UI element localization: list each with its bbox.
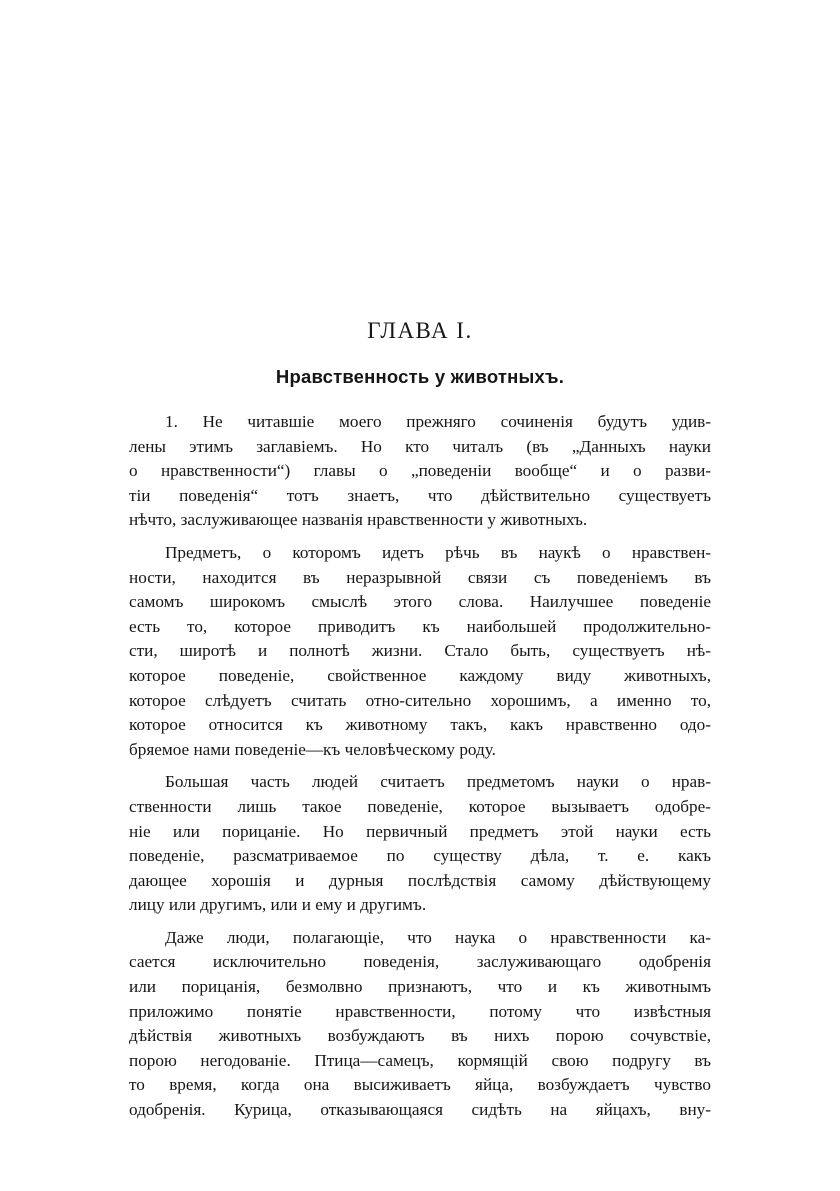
text-line: 1. Не читавшіе моего прежняго сочиненія будутъ удив- xyxy=(165,412,711,431)
body-text xyxy=(129,410,711,1123)
text-line: которое поведеніе, свойственное каждому виду животныхъ, xyxy=(129,665,711,685)
text-line: или порицанія, безмолвно признаютъ, что и къ животнымъ xyxy=(129,977,711,997)
text-line: порою негодованіе. Птица—самецъ, кормящій свою подругу въ xyxy=(129,1050,711,1070)
text-line: одобренія. Курица, отказывающаяся сидѣть на яйцахъ, вну- xyxy=(129,1100,711,1120)
text-line: сти, широтѣ и полнотѣ жизни. Стало быть, существуетъ нѣ- xyxy=(129,641,711,661)
text-line: о нравственности“) главы о „поведеніи вообще“ и о разви- xyxy=(129,461,711,481)
text-line: есть то, которое приводитъ къ наибольшей продолжительно- xyxy=(129,616,711,636)
text-line: Даже люди, полагающіе, что наука о нравственности ка- xyxy=(165,927,711,947)
text-line: бряемое нами поведеніе—къ человѣческому роду. xyxy=(129,739,496,759)
text-line: лены этимъ заглавіемъ. Но кто читалъ (въ „Данныхъ науки xyxy=(129,436,711,456)
text-line: Большая часть людей считаетъ предметомъ науки о нрав- xyxy=(165,772,711,792)
text-line: приложимо понятіе нравственности, потому что извѣстныя xyxy=(129,1001,711,1021)
text-line: лицу или другимъ, или и ему и другимъ. xyxy=(129,895,427,915)
text-line: которое слѣдуетъ считать отно-сительно хорошимъ, а именно то, xyxy=(129,690,711,710)
text-line: которое относится къ животному такъ, какъ нравственно одо- xyxy=(129,715,711,735)
text-line: самомъ широкомъ смыслѣ этого слова. Наилучшее поведеніе xyxy=(129,592,711,612)
text-line: дѣйствія животныхъ возбуждаютъ въ нихъ порою сочувствіе, xyxy=(129,1026,711,1046)
chapter-subtitle: Нравственность у животныхъ. xyxy=(275,366,565,387)
chapter-title: ГЛАВА I. xyxy=(367,318,473,343)
text-line: дающее хорошія и дурныя послѣдствія самому дѣйствующему xyxy=(129,870,711,890)
text-line: сается исключительно поведенія, заслуживающаго одобренія xyxy=(129,952,711,972)
paragraph-gap xyxy=(129,762,711,770)
text-line: ственности лишь такое поведеніе, которое вызываетъ одобре- xyxy=(129,796,711,816)
paragraph-gap xyxy=(129,533,711,541)
text-line: Предметъ, о которомъ идетъ рѣчь въ наукѣ о нравствен- xyxy=(165,542,711,562)
text-line: нѣчто, заслуживающее названія нравственности у животныхъ. xyxy=(129,510,588,530)
paragraph-gap xyxy=(129,918,711,926)
text-line: тіи поведенія“ тотъ знаетъ, что дѣйствительно существуетъ xyxy=(129,485,711,505)
text-line: ніе или порицаніе. Но первичный предметъ этой науки есть xyxy=(129,821,711,841)
text-line: поведеніе, разсматриваемое по существу дѣла, т. е. какъ xyxy=(129,846,711,866)
text-line: ности, находится въ неразрывной связи съ поведеніемъ въ xyxy=(129,567,711,587)
text-line: то время, когда она высиживаетъ яйца, возбуждаетъ чувство xyxy=(129,1075,711,1095)
